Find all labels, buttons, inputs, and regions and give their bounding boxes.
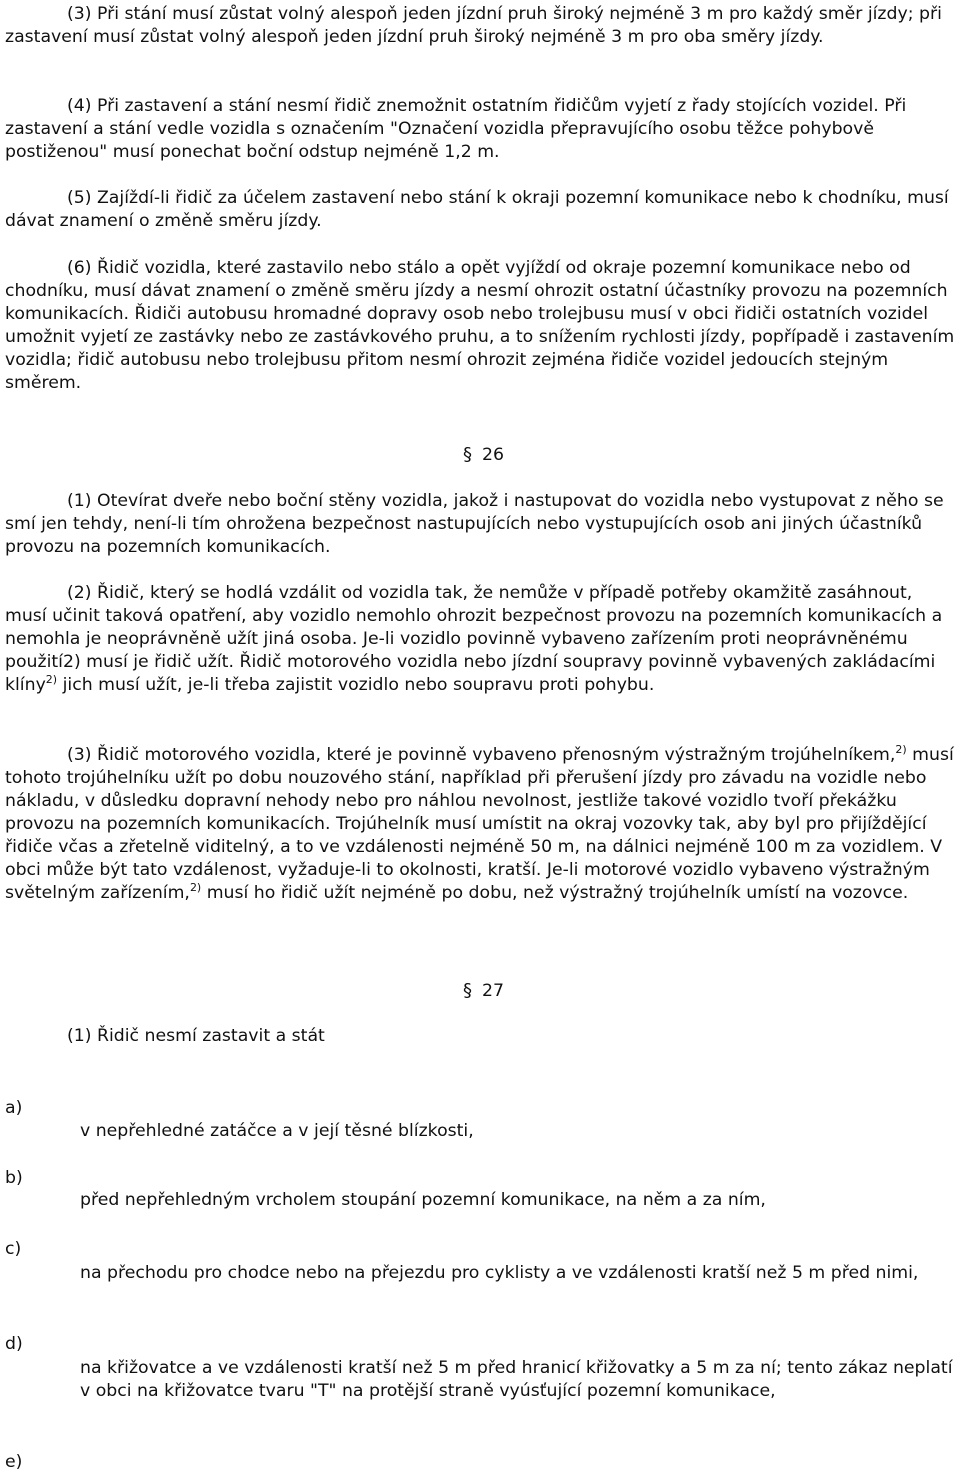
list-item-text: na křižovatce a ve vzdálenosti kratší než 5 m před hranicí křižovatky a 5 m za ní; tento zákaz neplatí v obci na křižovatce tvaru "T" na protější straně vyúsťující pozemní komunikace, [80,1358,953,1401]
list-item-letter: b) [5,1168,23,1188]
list-item-text: v nepřehledné zatáčce a v její těsné blízkosti, [80,1121,474,1141]
list-item-letter: a) [5,1098,23,1118]
section-26-paragraph-1: (1) Otevírat dveře nebo boční stěny vozidla, jakož i nastupovat do vozidla nebo vystupovat z něho se smí jen tehdy, není-li tím ohrožena bezpečnost nastupujících nebo vystupujících osob ani jiných účastníků provozu na pozemních komunikacích. [5,491,944,557]
section-symbol: § [463,980,472,1001]
footnote-ref: 2) [45,673,58,686]
footnote-ref: 2) [189,881,202,894]
section-number: 26 [482,445,504,465]
section-26-paragraph-3 [5,744,958,905]
paragraph-4: (4) Při zastavení a stání nesmí řidič znemožnit ostatním řidičům vyjetí z řady stojících vozidel. Při zastavení a stání vedle vozidla s označením "Označení vozidla přepravujícího osobu těžce pohybově postiženou" musí ponechat boční odstup nejméně 1,2 m. [5,96,907,162]
paragraph-3: (3) Při stání musí zůstat volný alespoň jeden jízdní pruh široký nejméně 3 m pro každý směr jízdy; při zastavení musí zůstat volný alespoň jeden jízdní pruh široký nejméně 3 m pro oba směry jízdy. [5,4,942,47]
section-symbol: § [463,444,472,465]
section-27-heading [463,979,504,1003]
paragraph-2-text: (2) Řidič, který se hodlá vzdálit od vozidla tak, že nemůže v případě potřeby okamžitě zasáhnout, musí učinit taková opatření, aby vozidlo nemohlo ohrozit bezpečnost provozu na pozemních komunikacích a nemohla je neoprávněně užít jiná osoba. Je-li vozidlo povinně vybaveno zařízením proti neoprávněnému použití2) musí je řidič užít. Řidič motorového vozidla nebo jízdní soupravy povinně vybavených zakládacími klíny [5,583,943,695]
list-item-letter: d) [5,1334,23,1354]
list-item-letter: e) [5,1452,23,1472]
paragraph-3-text-end: musí ho řidič užít nejméně po dobu, než výstražný trojúhelník umístí na vozovce. [201,883,909,903]
list-item-letter: c) [5,1239,22,1259]
list-item-text: před nepřehledným vrcholem stoupání pozemní komunikace, na něm a za ním, [80,1190,766,1210]
section-number: 27 [482,981,504,1001]
footnote-ref: 2) [895,743,907,756]
list-item-text: na přechodu pro chodce nebo na přejezdu pro cyklisty a ve vzdálenosti kratší než 5 m před nimi, [80,1263,919,1283]
paragraph-6: (6) Řidič vozidla, které zastavilo nebo stálo a opět vyjíždí od okraje pozemní komunikace nebo od chodníku, musí dávat znamení o změně směru jízdy a nesmí ohrozit ostatní účastníky provozu na pozemních komunikacích. Řidiči autobusu hromadné dopravy osob nebo trolejbusu musí v obci řidiči ostatních vozidel umožnit vyjetí ze zastávky nebo ze zastávkového pruhu, a to snížením rychlosti jízdy, popřípadě i zastavením vozidla; řidič autobusu nebo trolejbusu přitom nesmí ohrozit zejména řidiče vozidel jedoucích stejným směrem. [5,258,955,393]
section-26-heading [463,443,504,467]
section-27-intro: (1) Řidič nesmí zastavit a stát [67,1026,325,1046]
paragraph-5: (5) Zajíždí-li řidič za účelem zastavení nebo stání k okraji pozemní komunikace nebo k chodníku, musí dávat znamení o změně směru jízdy. [5,188,949,231]
section-26-paragraph-2 [5,582,958,697]
paragraph-3-text: (3) Řidič motorového vozidla, které je povinně vybaveno přenosným výstražným trojúhelníkem, [67,745,896,765]
paragraph-2-text-end: jich musí užít, je-li třeba zajistit vozidlo nebo soupravu proti pohybu. [57,675,655,695]
paragraph-3-text-mid: musí tohoto trojúhelníku užít po dobu nouzového stání, například při přerušení jízdy pro závadu na vozidle nebo nákladu, v důsledku dopravní nehody nebo pro náhlou nevolnost, jestliže takové vozidlo tvoří překážku provozu na pozemních komunikacích. Trojúhelník musí umístit na okraj vozovky tak, aby byl pro přijíždějící řidiče včas a zřetelně viditelný, a to ve vzdálenosti nejméně 50 m, na dálnici nejméně 100 m za vozidlem. V obci může být tato vzdálenost, vyžaduje-li to okolnosti, kratší. Je-li motorové vozidlo vybaveno výstražným světelným zařízením, [5,745,954,903]
